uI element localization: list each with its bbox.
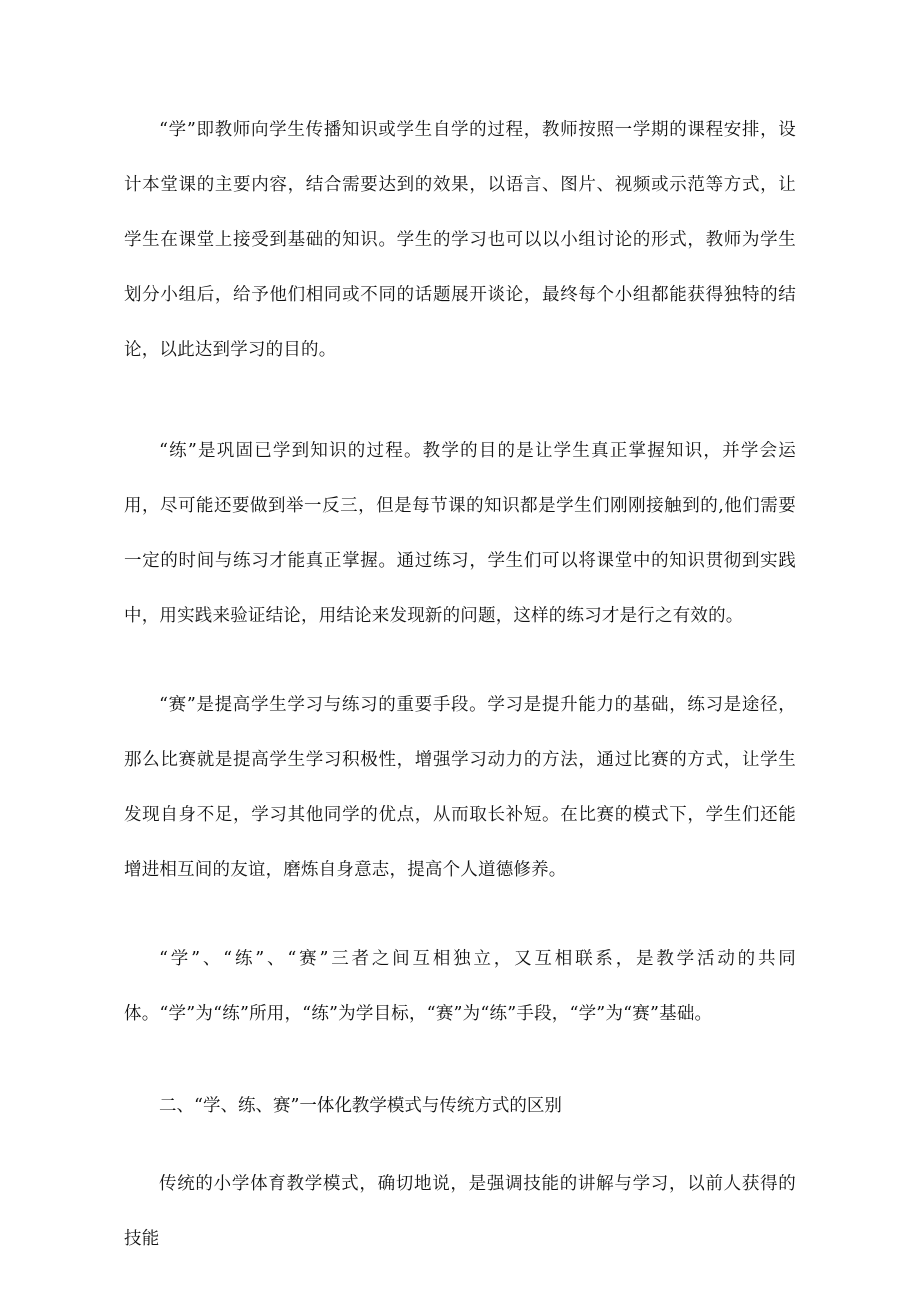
- paragraph-traditional: 传统的小学体育教学模式，确切地说，是强调技能的讲解与学习，以前人获得的技能: [124, 1174, 796, 1249]
- section-heading: 二、“学、练、赛”一体化教学模式与传统方式的区别: [159, 1096, 562, 1116]
- paragraph-lian: “练”是巩固已学到知识的过程。教学的目的是让学生真正掌握知识，并学会运用，尽可能还要做到举一反三，但是每节课的知识都是学生们刚刚接触到的,他们需要一定的时间与练习才能真正掌握。通过练习，学生们可以将课堂中的知识贯彻到实践中，用实践来验证结论，用结论来发现新的问题，这样的练习才是行之有效的。: [124, 441, 796, 626]
- paragraph-sai: “赛”是提高学生学习与练习的重要手段。学习是提升能力的基础，练习是途径，那么比赛就是提高学生学习积极性，增强学习动力的方法，通过比赛的方式，让学生发现自身不足，学习其他同学的优点，从而取长补短。在比赛的模式下，学生们还能增进相互间的友谊，磨炼自身意志，提高个人道德修养。: [124, 695, 796, 880]
- paragraph-xue: “学”即教师向学生传播知识或学生自学的过程，教师按照一学期的课程安排，设计本堂课的主要内容，结合需要达到的效果，以语言、图片、视频或示范等方式，让学生在课堂上接受到基础的知识。学生的学习也可以以小组讨论的形式，教师为学生划分小组后，给予他们相同或不同的话题展开谈论，最终每个小组都能获得独特的结论，以此达到学习的目的。: [124, 120, 796, 360]
- paragraph-relationship: “学”、“练”、“赛”三者之间互相独立，又互相联系，是教学活动的共同体。“学”为“练”所用，“练”为学目标，“赛”为“练”手段，“学”为“赛”基础。: [124, 949, 796, 1024]
